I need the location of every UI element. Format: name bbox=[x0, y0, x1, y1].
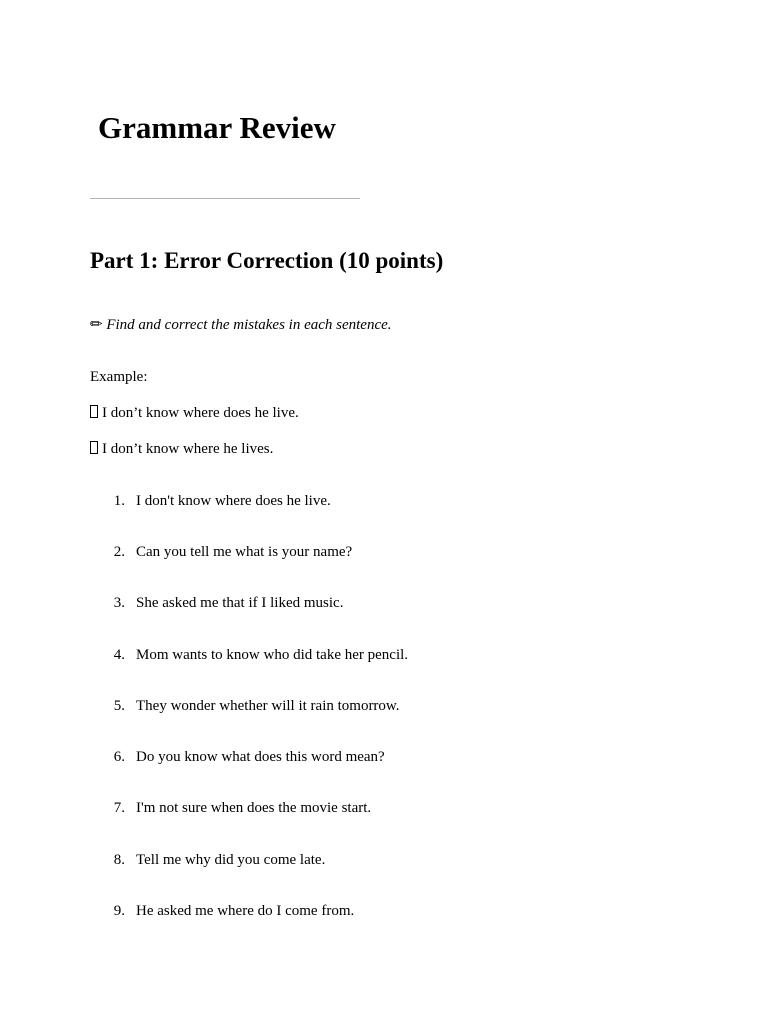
item-number: 3. bbox=[113, 595, 125, 611]
item-sentence: He asked me where do I come from. bbox=[136, 903, 355, 919]
item-sentence: Can you tell me what is your name? bbox=[136, 544, 353, 560]
item-number: 9. bbox=[113, 903, 125, 919]
pencil-icon: ✏ bbox=[90, 317, 103, 333]
item-sentence: Mom wants to know who did take her pencil. bbox=[136, 647, 409, 663]
instruction-text: Find and correct the mistakes in each sentence. bbox=[106, 317, 392, 333]
item-number: 7. bbox=[113, 800, 125, 816]
part1-heading: Part 1: Error Correction (10 points) bbox=[90, 248, 444, 273]
item-sentence: Do you know what does this word mean? bbox=[136, 749, 385, 765]
item-number: 8. bbox=[113, 852, 125, 868]
item-number: 2. bbox=[113, 544, 125, 560]
example-correct-line bbox=[90, 439, 273, 459]
item-number: 5. bbox=[113, 698, 125, 714]
item-number: 6. bbox=[113, 749, 125, 765]
part1-instruction bbox=[90, 315, 392, 335]
item-sentence: I don't know where does he live. bbox=[136, 493, 331, 509]
item-sentence: She asked me that if I liked music. bbox=[136, 595, 344, 611]
item-sentence: They wonder whether will it rain tomorrow. bbox=[136, 698, 400, 714]
example-label: Example: bbox=[90, 369, 148, 385]
example-wrong-line bbox=[90, 403, 299, 423]
document-title: Grammar Review bbox=[98, 110, 336, 145]
example-correct-text: I don’t know where he lives. bbox=[102, 441, 274, 457]
missing-glyph-icon bbox=[90, 441, 98, 454]
item-sentence: I'm not sure when does the movie start. bbox=[136, 800, 372, 816]
item-sentence: Tell me why did you come late. bbox=[136, 852, 326, 868]
missing-glyph-icon bbox=[90, 405, 98, 418]
item-number: 4. bbox=[113, 647, 125, 663]
item-number: 1. bbox=[113, 493, 125, 509]
title-divider bbox=[90, 198, 360, 199]
example-wrong-text: I don’t know where does he live. bbox=[102, 405, 299, 421]
